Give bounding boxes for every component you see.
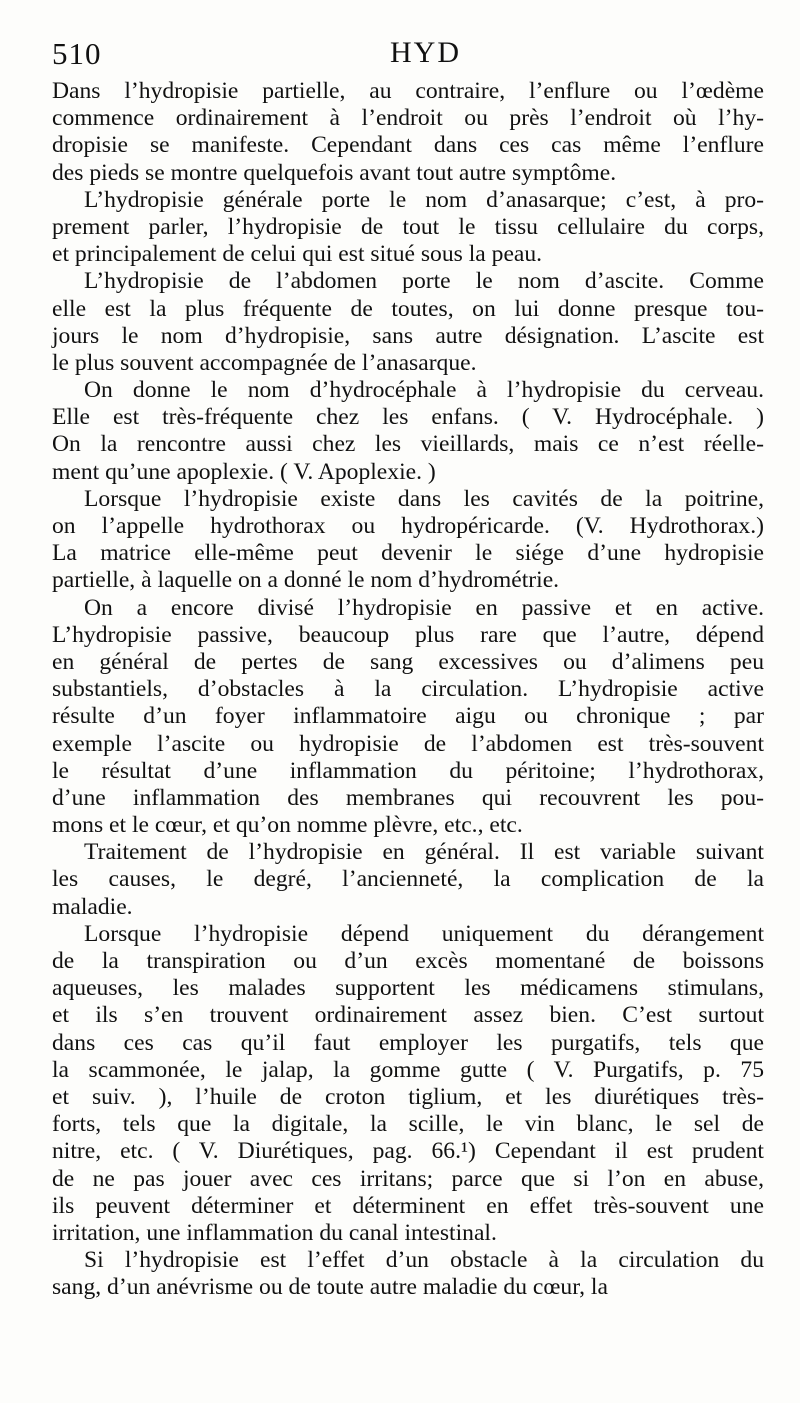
text-line: ment qu’une apoplexie. ( V. Apoplexie. ) [52, 458, 436, 485]
paragraph [52, 1247, 764, 1301]
text-line: de la transpiration ou d’un excès momentané de boissons [52, 948, 764, 974]
text-line: ils peuvent déterminer et déterminent en effet très-souvent une [52, 1192, 764, 1219]
paragraph [52, 839, 764, 921]
page-number: 510 [52, 36, 102, 71]
text-line: on l’appelle hydrothorax ou hydropéricarde. (V. Hydrothorax.) [52, 513, 764, 539]
text-line: L’hydropisie passive, beaucoup plus rare que l’autre, dépend [52, 621, 764, 648]
text-line: Dans l’hydropisie partielle, au contraire, l’enflure ou l’œdème [52, 78, 764, 104]
text-line: des pieds se montre quelquefois avant tout autre symptôme. [52, 159, 617, 186]
paragraph [52, 595, 764, 840]
text-line: L’hydropisie générale porte le nom d’anasarque; c’est, à pro- [84, 186, 764, 213]
text-line: résulte d’un foyer inflammatoire aigu ou chronique ; par [52, 703, 764, 730]
text-line: maladie. [52, 893, 133, 920]
running-head: HYD [390, 36, 461, 69]
text-line: et ils s’en trouvent ordinairement assez bien. C’est surtout [52, 1002, 764, 1029]
paragraph [52, 268, 764, 377]
text-line: nitre, etc. ( V. Diurétiques, pag. 66.¹) Cependant il est prudent [52, 1138, 764, 1165]
paragraph [52, 486, 764, 595]
text-line: commence ordinairement à l’endroit ou près l’endroit où l’hy- [52, 105, 764, 132]
text-line: On donne le nom d’hydrocéphale à l’hydropisie du cerveau. [84, 377, 764, 404]
paragraph [52, 377, 764, 486]
text-line: aqueuses, les malades supportent les médicamens stimulans, [52, 975, 764, 1002]
text-line: le résultat d’une inflammation du péritoine; l’hydrothorax, [52, 757, 764, 784]
text-line: la scammonée, le jalap, la gomme gutte ( V. Purgatifs, p. 75 [52, 1056, 764, 1083]
text-line: en général de pertes de sang excessives ou d’alimens peu [52, 648, 764, 675]
text-line: et principalement de celui qui est situé sous la peau. [52, 241, 543, 268]
text-line: La matrice elle-même peut devenir le siége d’une hydropisie [52, 540, 764, 567]
text-line: L’hydropisie de l’abdomen porte le nom d’ascite. Comme [84, 268, 764, 295]
text-line: jours le nom d’hydropisie, sans autre désignation. L’ascite est [52, 322, 764, 349]
text-line: Lorsque l’hydropisie dépend uniquement du dérangement [84, 920, 764, 947]
text-line: forts, tels que la digitale, la scille, le vin blanc, le sel de [52, 1111, 764, 1138]
text-line: partielle, à laquelle on a donné le nom d’hydrométrie. [52, 567, 560, 594]
paragraph [52, 921, 764, 1247]
paragraph [52, 78, 764, 187]
text-line: On a encore divisé l’hydropisie en passive et en active. [84, 594, 764, 621]
text-line: dropisie se manifeste. Cependant dans ces cas même l’enflure [52, 132, 764, 159]
text-line: Si l’hydropisie est l’effet d’un obstacle à la circulation du [84, 1247, 764, 1274]
text-line: et suiv. ), l’huile de croton tiglium, et les diurétiques très- [52, 1083, 764, 1110]
text-line: le plus souvent accompagnée de l’anasarque. [52, 349, 477, 376]
text-line: les causes, le degré, l’ancienneté, la complication de la [52, 866, 764, 893]
text-line: Lorsque l’hydropisie existe dans les cavités de la poitrine, [84, 485, 764, 512]
text-line: sang, d’un anévrisme ou de toute autre maladie du cœur, la [52, 1274, 608, 1301]
page-header [52, 32, 764, 78]
text-line: d’une inflammation des membranes qui recouvrent les pou- [52, 784, 764, 811]
text-line: dans ces cas qu’il faut employer les purgatifs, tels que [52, 1029, 764, 1056]
text-line: Elle est très-fréquente chez les enfans. ( V. Hydrocéphale. ) [52, 404, 764, 431]
body-text [52, 78, 764, 1301]
text-line: prement parler, l’hydropisie de tout le tissu cellulaire du corps, [52, 213, 764, 240]
paragraph [52, 187, 764, 269]
text-line: On la rencontre aussi chez les vieillards, mais ce n’est réelle- [52, 431, 764, 458]
text-line: elle est la plus fréquente de toutes, on lui donne presque tou- [52, 295, 764, 322]
text-line: irritation, une inflammation du canal intestinal. [52, 1219, 497, 1246]
text-line: exemple l’ascite ou hydropisie de l’abdomen est très-souvent [52, 730, 764, 757]
text-line: Traitement de l’hydropisie en général. Il est variable suivant [84, 839, 764, 866]
text-line: substantiels, d’obstacles à la circulation. L’hydropisie active [52, 676, 764, 703]
text-line: mons et le cœur, et qu’on nomme plèvre, etc., etc. [52, 812, 523, 839]
text-line: de ne pas jouer avec ces irritans; parce que si l’on en abuse, [52, 1165, 764, 1192]
